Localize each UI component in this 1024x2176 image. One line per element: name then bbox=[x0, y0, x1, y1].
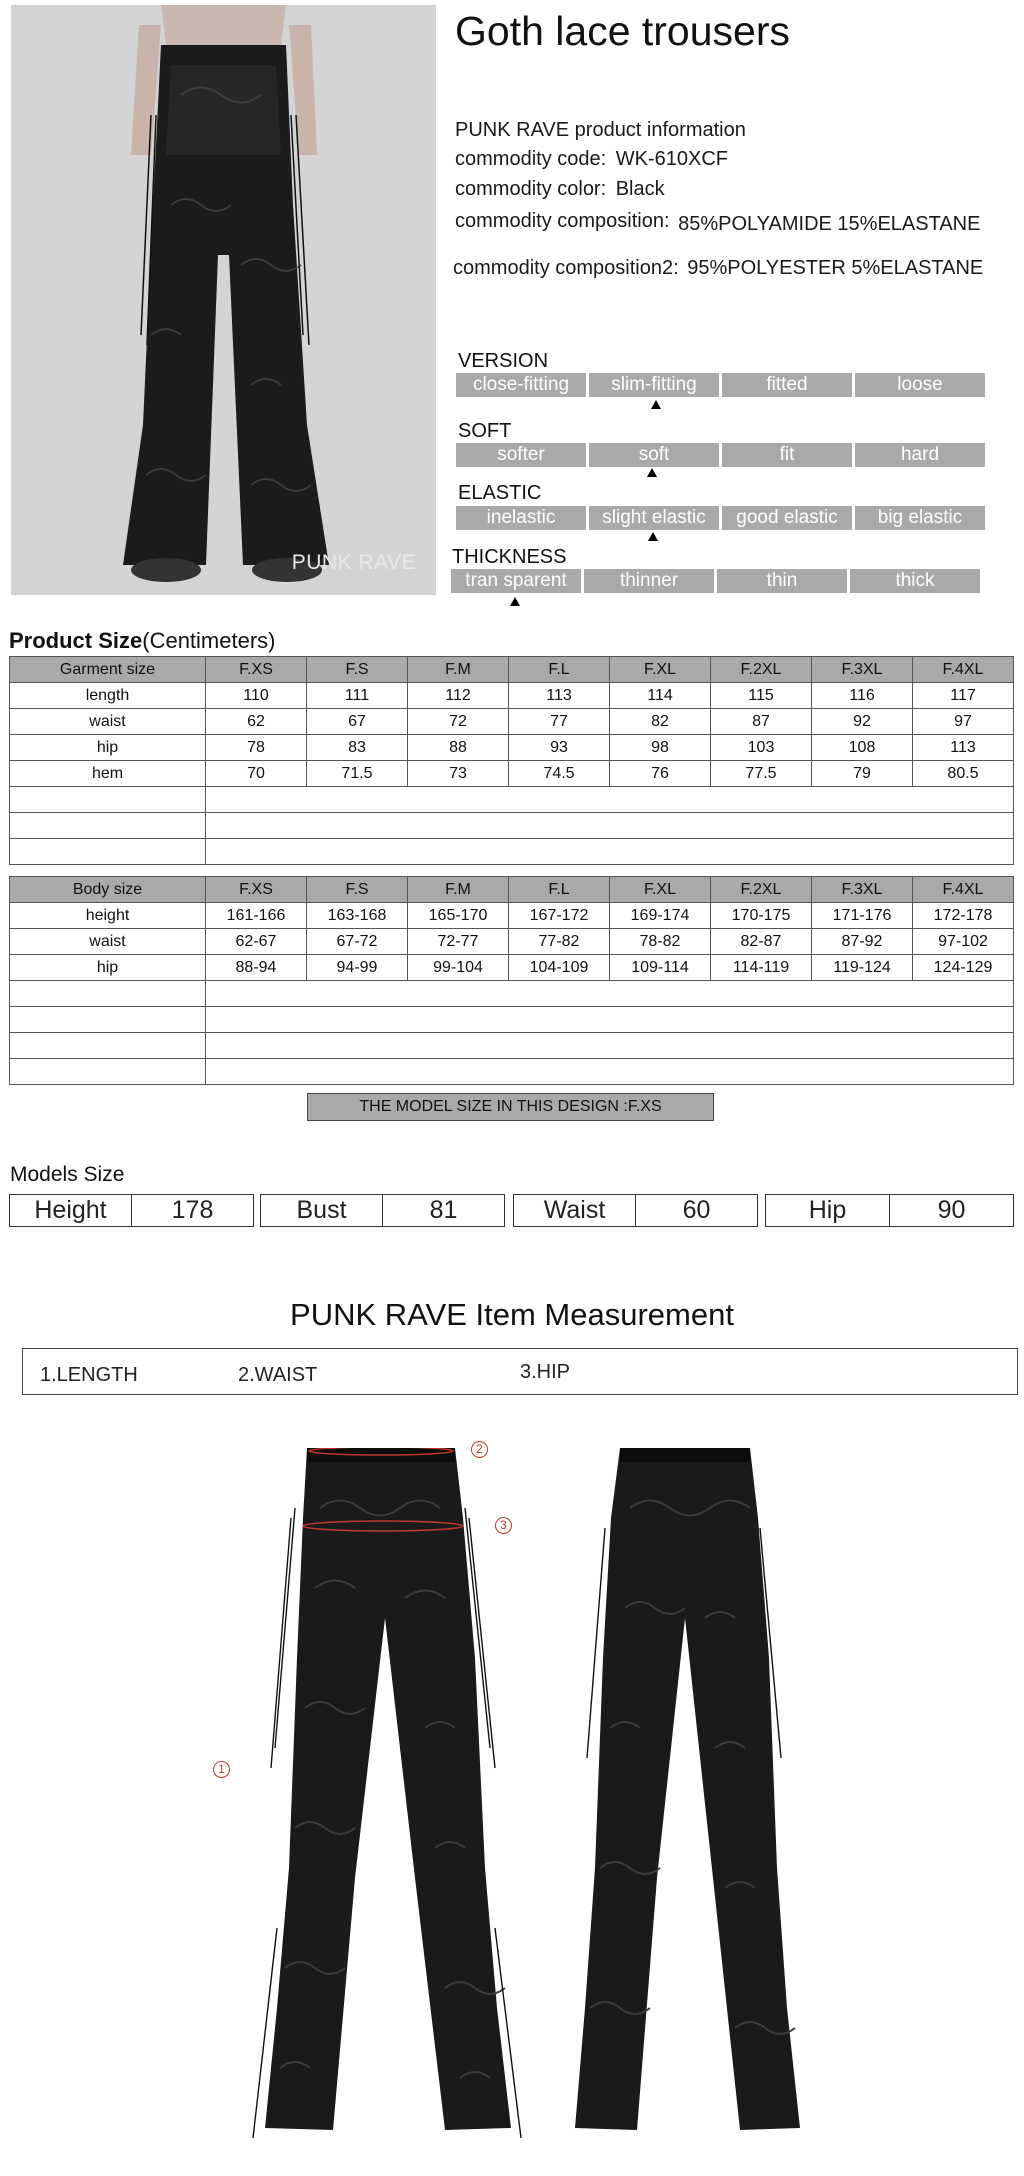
table-cell: 93 bbox=[509, 735, 610, 761]
table-cell: 70 bbox=[206, 761, 307, 787]
size-header: F.L bbox=[509, 877, 610, 903]
empty-row bbox=[10, 1007, 1014, 1033]
table-cell: 117 bbox=[913, 683, 1014, 709]
table-cell: 172-178 bbox=[913, 903, 1014, 929]
size-header: F.M bbox=[408, 877, 509, 903]
table-cell: 78-82 bbox=[610, 929, 711, 955]
table-cell: 94-99 bbox=[307, 955, 408, 981]
model-bust-box bbox=[260, 1194, 505, 1227]
model-height-value: 178 bbox=[171, 1196, 214, 1224]
table-cell: 98 bbox=[610, 735, 711, 761]
elastic-option: big elastic bbox=[855, 506, 985, 530]
row-label: waist bbox=[10, 929, 206, 955]
table-cell: 112 bbox=[408, 683, 509, 709]
measurement-heading: PUNK RAVE Item Measurement bbox=[290, 1297, 734, 1332]
table-cell: 72 bbox=[408, 709, 509, 735]
table-cell: 163-168 bbox=[307, 903, 408, 929]
table-row bbox=[10, 683, 1014, 709]
product-size-title: Product Size bbox=[9, 628, 143, 653]
empty-row bbox=[10, 813, 1014, 839]
commodity-code-label: commodity code: bbox=[455, 148, 607, 170]
table-cell: 77.5 bbox=[711, 761, 812, 787]
table-cell: 99-104 bbox=[408, 955, 509, 981]
model-bust-value: 81 bbox=[429, 1196, 458, 1224]
table-cell: 167-172 bbox=[509, 903, 610, 929]
table-cell: 116 bbox=[812, 683, 913, 709]
size-header: F.S bbox=[307, 877, 408, 903]
version-selected-marker bbox=[651, 400, 661, 409]
thickness-option: tran sparent bbox=[451, 569, 581, 593]
commodity-composition-label: commodity composition: bbox=[455, 210, 670, 232]
elastic-title: ELASTIC bbox=[458, 482, 542, 504]
model-size-banner: THE MODEL SIZE IN THIS DESIGN :F.XS bbox=[307, 1093, 714, 1121]
table-cell: 87-92 bbox=[812, 929, 913, 955]
table-cell: 97-102 bbox=[913, 929, 1014, 955]
empty-row bbox=[10, 1033, 1014, 1059]
thickness-option: thin bbox=[717, 569, 847, 593]
size-header: F.XL bbox=[610, 877, 711, 903]
table-cell: 78 bbox=[206, 735, 307, 761]
soft-option: fit bbox=[722, 443, 852, 467]
trousers-diagram bbox=[225, 1448, 825, 2176]
garment-size-table bbox=[9, 656, 1014, 865]
thickness-option: thinner bbox=[584, 569, 714, 593]
table-cell: 88-94 bbox=[206, 955, 307, 981]
table-cell: 82-87 bbox=[711, 929, 812, 955]
size-header: F.L bbox=[509, 657, 610, 683]
table-cell: 97 bbox=[913, 709, 1014, 735]
model-waist-box bbox=[513, 1194, 758, 1227]
size-header: F.S bbox=[307, 657, 408, 683]
empty-row bbox=[10, 839, 1014, 865]
soft-option: softer bbox=[456, 443, 586, 467]
commodity-code bbox=[455, 148, 728, 171]
table-cell: 77 bbox=[509, 709, 610, 735]
model-photo-illustration bbox=[11, 5, 436, 595]
product-size-heading bbox=[9, 628, 276, 654]
table-cell: 104-109 bbox=[509, 955, 610, 981]
row-label: length bbox=[10, 683, 206, 709]
watermark-text: PUNK RAVE bbox=[291, 551, 416, 574]
length-marker: 1 bbox=[213, 1761, 230, 1778]
soft-option: soft bbox=[589, 443, 719, 467]
table-cell: 171-176 bbox=[812, 903, 913, 929]
table-cell: 165-170 bbox=[408, 903, 509, 929]
commodity-color-label: commodity color: bbox=[455, 178, 607, 200]
table-cell: 77-82 bbox=[509, 929, 610, 955]
soft-selected-marker bbox=[647, 468, 657, 477]
size-header: F.XS bbox=[206, 877, 307, 903]
measure-item-hip: 3.HIP bbox=[520, 1361, 571, 1383]
product-photo bbox=[11, 5, 436, 595]
commodity-composition bbox=[455, 210, 980, 233]
table-cell: 115 bbox=[711, 683, 812, 709]
body-size-table bbox=[9, 876, 1014, 1085]
table-cell: 170-175 bbox=[711, 903, 812, 929]
table-cell: 111 bbox=[307, 683, 408, 709]
version-option: fitted bbox=[722, 373, 852, 397]
table-cell: 73 bbox=[408, 761, 509, 787]
models-size-heading: Models Size bbox=[10, 1163, 125, 1186]
measurement-diagram bbox=[218, 1442, 825, 2176]
soft-option: hard bbox=[855, 443, 985, 467]
empty-row bbox=[10, 787, 1014, 813]
commodity-composition2-label: commodity composition2: bbox=[453, 257, 679, 279]
model-hip-box bbox=[765, 1194, 1014, 1227]
model-waist-value: 60 bbox=[682, 1196, 711, 1224]
version-option: slim-fitting bbox=[589, 373, 719, 397]
table-row bbox=[10, 903, 1014, 929]
table-cell: 119-124 bbox=[812, 955, 913, 981]
table-cell: 114 bbox=[610, 683, 711, 709]
size-header: F.4XL bbox=[913, 877, 1014, 903]
soft-title: SOFT bbox=[458, 420, 512, 442]
commodity-color bbox=[455, 178, 665, 201]
elastic-selected-marker bbox=[648, 532, 658, 541]
table-cell: 92 bbox=[812, 709, 913, 735]
elastic-option: good elastic bbox=[722, 506, 852, 530]
version-option: close-fitting bbox=[456, 373, 586, 397]
model-hip-label: Hip bbox=[766, 1195, 890, 1226]
product-size-unit: (Centimeters) bbox=[142, 628, 276, 653]
table-cell: 169-174 bbox=[610, 903, 711, 929]
model-waist-label: Waist bbox=[514, 1195, 636, 1226]
table-cell: 76 bbox=[610, 761, 711, 787]
elastic-option: inelastic bbox=[456, 506, 586, 530]
table-cell: 79 bbox=[812, 761, 913, 787]
size-header: F.3XL bbox=[812, 657, 913, 683]
size-header: F.2XL bbox=[711, 877, 812, 903]
back-trousers-illustration bbox=[575, 1448, 800, 2130]
table-cell: 67-72 bbox=[307, 929, 408, 955]
table-cell: 108 bbox=[812, 735, 913, 761]
table-header-row bbox=[10, 657, 1014, 683]
table-corner-label: Garment size bbox=[10, 657, 206, 683]
table-header-row bbox=[10, 877, 1014, 903]
table-row bbox=[10, 735, 1014, 761]
table-row bbox=[10, 761, 1014, 787]
table-cell: 72-77 bbox=[408, 929, 509, 955]
model-hip-value: 90 bbox=[937, 1196, 966, 1224]
size-header: F.3XL bbox=[812, 877, 913, 903]
front-trousers-illustration bbox=[253, 1448, 521, 2138]
table-cell: 113 bbox=[913, 735, 1014, 761]
table-cell: 109-114 bbox=[610, 955, 711, 981]
commodity-composition2 bbox=[453, 257, 983, 280]
empty-row bbox=[10, 981, 1014, 1007]
table-corner-label: Body size bbox=[10, 877, 206, 903]
size-header: F.4XL bbox=[913, 657, 1014, 683]
empty-row bbox=[10, 1059, 1014, 1085]
table-cell: 62-67 bbox=[206, 929, 307, 955]
table-cell: 80.5 bbox=[913, 761, 1014, 787]
table-cell: 110 bbox=[206, 683, 307, 709]
table-cell: 71.5 bbox=[307, 761, 408, 787]
commodity-composition-value: 85%POLYAMIDE 15%ELASTANE bbox=[678, 213, 981, 235]
size-header: F.2XL bbox=[711, 657, 812, 683]
row-label: height bbox=[10, 903, 206, 929]
table-cell: 67 bbox=[307, 709, 408, 735]
measurement-legend bbox=[22, 1348, 1018, 1395]
size-header: F.XS bbox=[206, 657, 307, 683]
commodity-color-value: Black bbox=[615, 178, 665, 200]
table-cell: 74.5 bbox=[509, 761, 610, 787]
row-label: hip bbox=[10, 955, 206, 981]
model-bust-label: Bust bbox=[261, 1195, 383, 1226]
row-label: waist bbox=[10, 709, 206, 735]
table-cell: 83 bbox=[307, 735, 408, 761]
size-header: F.M bbox=[408, 657, 509, 683]
table-cell: 82 bbox=[610, 709, 711, 735]
row-label: hip bbox=[10, 735, 206, 761]
commodity-code-value: WK-610XCF bbox=[615, 148, 728, 170]
thickness-option: thick bbox=[850, 569, 980, 593]
table-row bbox=[10, 955, 1014, 981]
table-row bbox=[10, 709, 1014, 735]
version-scale bbox=[456, 373, 985, 397]
thickness-title: THICKNESS bbox=[452, 546, 567, 568]
measure-item-waist: 2.WAIST bbox=[238, 1364, 318, 1386]
info-heading: PUNK RAVE product information bbox=[455, 119, 746, 141]
table-cell: 103 bbox=[711, 735, 812, 761]
hip-marker: 3 bbox=[495, 1517, 512, 1534]
elastic-scale bbox=[456, 506, 985, 530]
thickness-selected-marker bbox=[510, 597, 520, 606]
commodity-composition2-value: 95%POLYESTER 5%ELASTANE bbox=[687, 257, 984, 279]
elastic-option: slight elastic bbox=[589, 506, 719, 530]
version-title: VERSION bbox=[458, 350, 549, 372]
row-label: hem bbox=[10, 761, 206, 787]
thickness-scale bbox=[451, 569, 980, 593]
table-cell: 124-129 bbox=[913, 955, 1014, 981]
measure-item-length: 1.LENGTH bbox=[40, 1364, 138, 1386]
size-header: F.XL bbox=[610, 657, 711, 683]
product-title: Goth lace trousers bbox=[455, 8, 790, 54]
table-cell: 62 bbox=[206, 709, 307, 735]
table-cell: 87 bbox=[711, 709, 812, 735]
table-cell: 88 bbox=[408, 735, 509, 761]
soft-scale bbox=[456, 443, 985, 467]
version-option: loose bbox=[855, 373, 985, 397]
table-row bbox=[10, 929, 1014, 955]
model-height-label: Height bbox=[10, 1195, 132, 1226]
waist-marker: 2 bbox=[471, 1441, 488, 1458]
table-cell: 114-119 bbox=[711, 955, 812, 981]
table-cell: 113 bbox=[509, 683, 610, 709]
model-height-box bbox=[9, 1194, 254, 1227]
table-cell: 161-166 bbox=[206, 903, 307, 929]
